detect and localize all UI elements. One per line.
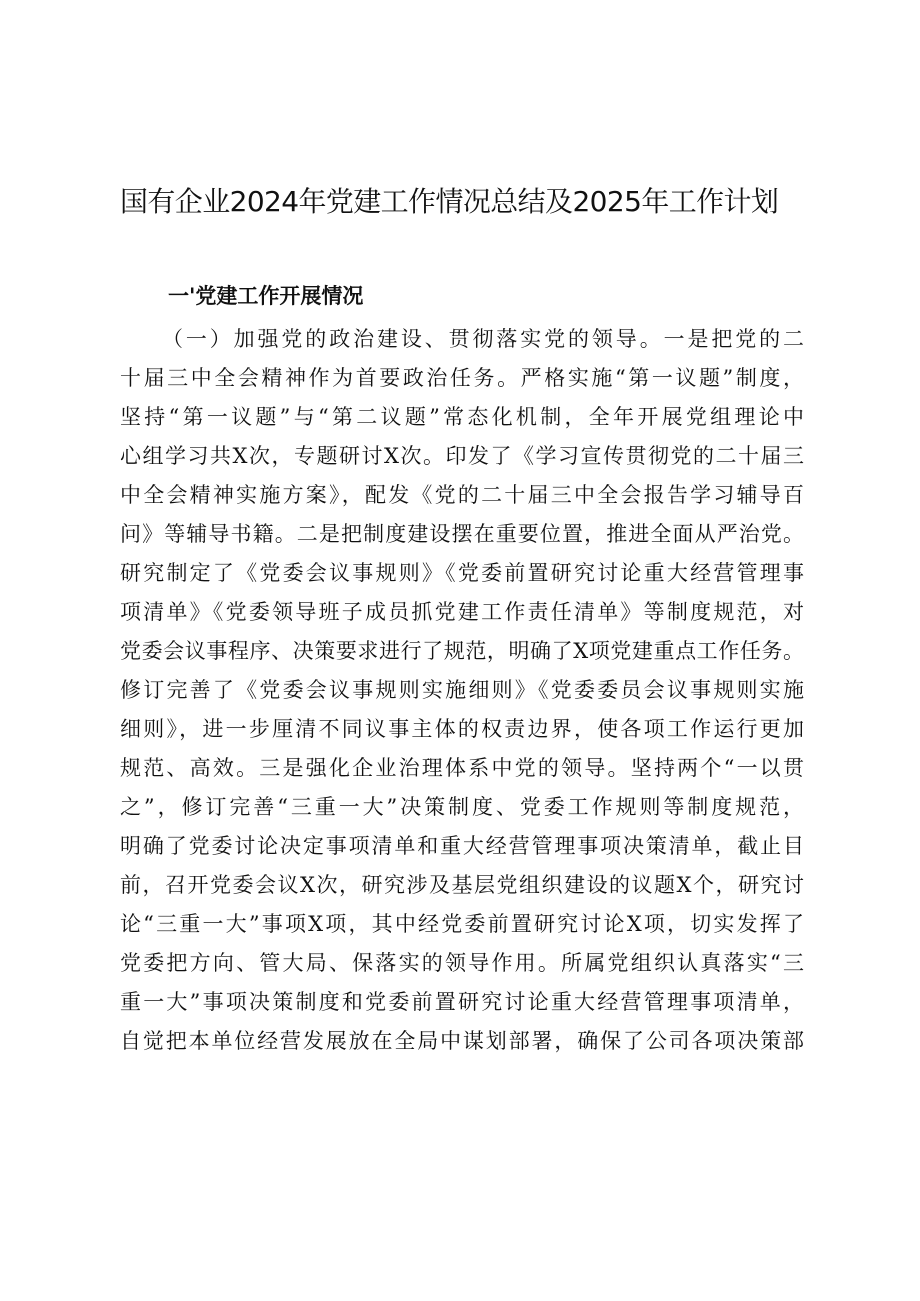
paragraph-line: 项清单》《党委领导班子成员抓党建工作责任清单》等制度规范，对: [120, 600, 804, 624]
paragraph-line: 中全会精神实施方案》，配发《党的二十届三中全会报告学习辅导百: [120, 483, 804, 507]
paragraph-line: （一）加强党的政治建设、贯彻落实党的领导。一是把党的二: [162, 327, 804, 351]
paragraph-line: 之”，修订完善“三重一大”决策制度、党委工作规则等制度规范，: [120, 795, 804, 819]
paragraph-body: [120, 320, 804, 1061]
document-title: 国有企业2024年党建工作情况总结及2025年工作计划: [120, 185, 779, 218]
paragraph-line: 研究制定了《党委会议事规则》《党委前置研究讨论重大经营管理事: [120, 561, 804, 585]
paragraph-line: 自觉把本单位经营发展放在全局中谋划部署，确保了公司各项决策部: [120, 1029, 804, 1053]
paragraph-line: 坚持“第一议题”与“第二议题”常态化机制，全年开展党组理论中: [120, 405, 804, 429]
paragraph-line: 前，召开党委会议X次，研究涉及基层党组织建设的议题X个，研究讨: [120, 873, 804, 897]
paragraph-line: 十届三中全会精神作为首要政治任务。严格实施“第一议题”制度，: [120, 366, 804, 390]
section-heading: 一'党建工作开展情况: [168, 284, 364, 308]
paragraph-line: 重一大”事项决策制度和党委前置研究讨论重大经营管理事项清单，: [120, 990, 804, 1014]
paragraph-line: 心组学习共X次，专题研讨X次。印发了《学习宣传贯彻党的二十届三: [120, 444, 804, 468]
paragraph-line: 党委会议事程序、决策要求进行了规范，明确了X项党建重点工作任务。: [120, 639, 804, 663]
paragraph-line: 修订完善了《党委会议事规则实施细则》《党委委员会议事规则实施: [120, 678, 804, 702]
paragraph-line: 问》等辅导书籍。二是把制度建设摆在重要位置，推进全面从严治党。: [120, 522, 804, 546]
paragraph-line: 党委把方向、管大局、保落实的领导作用。所属党组织认真落实“三: [120, 951, 804, 975]
paragraph-line: 论“三重一大”事项X项，其中经党委前置研究讨论X项，切实发挥了: [120, 912, 804, 936]
paragraph-line: 细则》，进一步厘清不同议事主体的权责边界，使各项工作运行更加: [120, 717, 804, 741]
paragraph-line: 明确了党委讨论决定事项清单和重大经营管理事项决策清单，截止目: [120, 834, 804, 858]
paragraph-line: 规范、高效。三是强化企业治理体系中党的领导。坚持两个“一以贯: [120, 756, 804, 780]
